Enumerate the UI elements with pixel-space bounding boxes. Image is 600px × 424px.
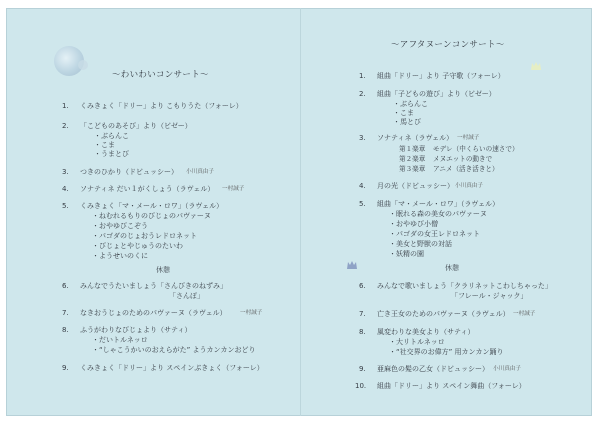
right-item-10-text: 組曲「ドリー」より スペイン舞曲（フォーレ） bbox=[377, 382, 526, 390]
right-item-9-performer: 小川真由子 bbox=[493, 366, 521, 372]
left-item-6-num: 6. bbox=[62, 282, 69, 290]
right-item-5-sub-5: ・妖精の園 bbox=[389, 250, 424, 258]
right-item-2-sub-1: ・ぶらんこ bbox=[393, 100, 428, 108]
right-item-9-text: 亜麻色の髪の乙女（ドビュッシー） bbox=[377, 365, 489, 373]
left-item-7-text: なきおうじょのためのパヴァーヌ（ラヴェル） bbox=[80, 309, 227, 317]
right-panel bbox=[301, 8, 592, 416]
right-item-3-mv-1-label: 第１楽章 bbox=[399, 145, 426, 153]
right-item-7-performer: 一村誠子 bbox=[513, 311, 536, 317]
left-title: ～わいわいコンサート～ bbox=[112, 70, 209, 80]
left-item-6-line2: 「さんぽ」 bbox=[169, 292, 204, 300]
left-item-4-num: 4. bbox=[62, 185, 69, 193]
right-item-7-num: 7. bbox=[359, 310, 366, 318]
right-item-2-num: 2. bbox=[359, 90, 366, 98]
right-item-8-num: 8. bbox=[359, 328, 366, 336]
right-item-8-sub-1: ・大リトルネッロ bbox=[389, 338, 445, 346]
left-item-2-sub-2: ・こま bbox=[94, 141, 115, 149]
left-item-8-sub-1: ・だいトルネッロ bbox=[92, 336, 148, 344]
right-item-3-mv-1-desc: モデレ（中くらいの速さで） bbox=[433, 145, 519, 153]
left-item-5-sub-2: ・おやゆびこぞう bbox=[92, 222, 148, 230]
right-item-5-sub-4: ・美女と野獣の対話 bbox=[389, 240, 452, 248]
right-item-4-performer: 小川真由子 bbox=[455, 183, 483, 189]
left-item-3-num: 3. bbox=[62, 168, 69, 176]
left-item-7-num: 7. bbox=[62, 309, 69, 317]
right-title: ～アフタヌーンコンサート～ bbox=[391, 40, 505, 50]
right-item-3-mv-3-desc: アニメ（活き活きと） bbox=[433, 165, 499, 173]
left-item-2-sub-3: ・うまとび bbox=[94, 150, 129, 158]
right-item-7-text: 亡き王女のためのパヴァーヌ（ラヴェル） bbox=[377, 310, 510, 318]
left-item-2-text: 「こどものあそび」より（ビゼー） bbox=[80, 122, 192, 130]
right-item-3-text: ソナティネ（ラヴェル） bbox=[377, 134, 454, 142]
right-item-3-num: 3. bbox=[359, 134, 366, 142]
right-item-3-mv-2-label: 第２楽章 bbox=[399, 155, 426, 163]
left-item-4-performer: 一村誠子 bbox=[222, 186, 245, 192]
left-item-2-sub-1: ・ぶらんこ bbox=[94, 132, 129, 140]
left-item-5-num: 5. bbox=[62, 202, 69, 210]
right-item-6-text: みんなで歌いましょう「クラリネットこわしちゃった」 bbox=[377, 282, 552, 290]
left-item-6-text: みんなでうたいましょう「さんびきのねずみ」 bbox=[80, 282, 227, 290]
left-panel bbox=[6, 8, 300, 416]
right-item-3-mv-2-desc: メヌエットの動きで bbox=[433, 155, 493, 163]
right-item-5-text: 組曲「マ・メール・ロワ」（ラヴェル） bbox=[377, 200, 500, 208]
left-item-2-num: 2. bbox=[62, 122, 69, 130]
crown-icon bbox=[531, 62, 541, 70]
left-item-7-performer: 一村誠子 bbox=[240, 310, 263, 316]
left-item-9-num: 9. bbox=[62, 364, 69, 372]
right-item-8-sub-2: ・“社交界のお偉方” 用カンカン踊り bbox=[389, 348, 504, 356]
left-item-5-sub-3: ・パゴダのじょおうレドロネット bbox=[92, 232, 197, 240]
right-item-1-text: 組曲「ドリー」より 子守歌（フォーレ） bbox=[377, 72, 505, 80]
right-item-5-sub-2: ・おやゆび小僧 bbox=[389, 220, 438, 228]
left-item-8-num: 8. bbox=[62, 326, 69, 334]
right-item-4-num: 4. bbox=[359, 182, 366, 190]
right-item-3-performer: 一村誠子 bbox=[457, 135, 480, 141]
right-item-4-text: 月の光（ドビュッシー） bbox=[377, 182, 454, 190]
right-item-2-text: 組曲「子どもの遊び」より（ビゼー） bbox=[377, 90, 496, 98]
right-item-2-sub-2: ・こま bbox=[393, 109, 414, 117]
left-item-5-sub-4: ・びじょとやじゅうのたいわ bbox=[92, 242, 183, 250]
right-item-6-line2: 「フレール・ジャック」 bbox=[451, 292, 528, 300]
left-intermission: 休憩 bbox=[156, 266, 170, 274]
right-item-5-sub-1: ・眠れる森の美女のパヴァーヌ bbox=[389, 210, 487, 218]
crown-icon-small bbox=[347, 261, 357, 269]
right-item-2-sub-3: ・馬とび bbox=[393, 118, 421, 126]
left-item-4-text: ソナティネ だい１がくしょう（ラヴェル） bbox=[80, 185, 215, 193]
right-item-9-num: 9. bbox=[359, 365, 366, 373]
left-item-8-sub-2: ・“しゃこうかいのおえらがた” ようカンカンおどり bbox=[92, 346, 256, 354]
left-item-1-text: くみきょく「ドリー」より こもりうた（フォーレ） bbox=[80, 102, 243, 110]
left-item-5-sub-5: ・ようせいのくに bbox=[92, 252, 148, 260]
right-intermission: 休憩 bbox=[445, 264, 459, 272]
right-item-10-num: 10. bbox=[355, 382, 367, 390]
right-item-5-num: 5. bbox=[359, 200, 366, 208]
right-item-5-sub-3: ・パゴダの女王レドロネット bbox=[389, 230, 480, 238]
left-item-5-sub-1: ・ねむれるもりのびじょのパヴァーヌ bbox=[92, 212, 211, 220]
left-item-8-text: ふうがわりなびじょより（サティ） bbox=[80, 326, 192, 334]
right-item-3-mv-3-label: 第３楽章 bbox=[399, 165, 426, 173]
left-item-1-num: 1. bbox=[62, 102, 69, 110]
left-item-3-performer: 小川真由子 bbox=[186, 169, 214, 175]
right-item-8-text: 風変わりな美女より（サティ） bbox=[377, 328, 475, 336]
right-item-6-num: 6. bbox=[359, 282, 366, 290]
left-item-9-text: くみきょく「ドリー」より スペインぶきょく（フォーレ） bbox=[80, 364, 264, 372]
left-item-3-text: つきのひかり（ドビュッシー） bbox=[80, 168, 178, 176]
right-item-1-num: 1. bbox=[359, 72, 366, 80]
small-moon-icon bbox=[78, 60, 88, 70]
left-item-5-text: くみきょく「マ・メール・ロワ」（ラヴェル） bbox=[80, 202, 224, 210]
